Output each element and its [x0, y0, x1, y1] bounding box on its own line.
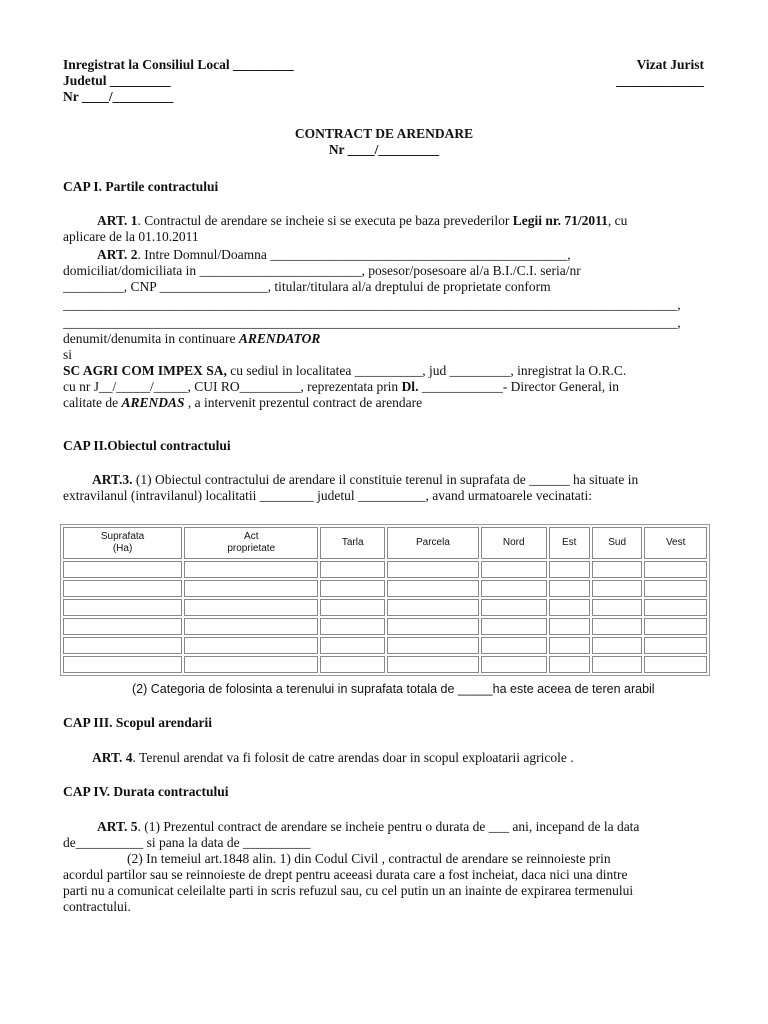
table-cell [644, 599, 707, 616]
table-cell [592, 637, 642, 654]
legal-approval-signature-line: _____________ [616, 73, 704, 88]
table-cell [184, 561, 318, 578]
art2-line5: ___________________________________________________________________________________________, [63, 315, 681, 330]
table-cell [549, 618, 590, 635]
art1-paragraph [63, 213, 707, 245]
art5-label: ART. 5 [97, 819, 138, 834]
art2-and: si [63, 347, 73, 362]
table-cell [63, 637, 182, 654]
art5-para2-line1: (2) In temeiul art.1848 alin. 1) din Codul Civil , contractul de arendare se reinnoieste prin [127, 851, 611, 866]
company-line3-a: calitate de [63, 395, 122, 410]
table-cell [320, 637, 385, 654]
table-cell [184, 618, 318, 635]
section-heading: CAP I. Partile contractului [63, 179, 219, 194]
table-cell [320, 618, 385, 635]
table-row [63, 599, 707, 616]
table-header-cell: Nord [481, 527, 547, 559]
table-row [63, 618, 707, 635]
art5-para2-line4: contractului. [63, 899, 131, 914]
table-cell [592, 580, 642, 597]
art3-line2: extravilanul (intravilanul) localitatii ________ judetul __________, avand urmatoarele vecinatati: [63, 488, 592, 503]
table-cell [549, 656, 590, 673]
table-cell [320, 599, 385, 616]
arendator-term: ARENDATOR [238, 331, 321, 346]
table-cell [387, 580, 479, 597]
table-cell [592, 561, 642, 578]
table-row [63, 637, 707, 654]
company-line2-a: cu nr J__/_____/_____, CUI RO_________, reprezentata prin [63, 379, 402, 394]
table-header-row [63, 527, 707, 559]
document-title: CONTRACT DE ARENDARE [294, 126, 474, 141]
table-cell [63, 618, 182, 635]
table-cell [549, 561, 590, 578]
table-cell [481, 618, 547, 635]
table-cell [184, 637, 318, 654]
table-header-cell: Act proprietate [184, 527, 318, 559]
registration-county-line: Judetul _________ [63, 73, 171, 88]
registration-number-line: Nr ____/_________ [63, 89, 174, 104]
table-cell [184, 580, 318, 597]
art2-line1: . Intre Domnul/Doamna ____________________________________________, [137, 247, 571, 262]
art2-line4: ___________________________________________________________________________________________, [63, 297, 681, 312]
cap2-heading [63, 438, 707, 454]
art2-label: ART. 2 [97, 247, 138, 262]
legal-approval-label: Vizat Jurist [636, 57, 704, 72]
art3-paragraph [63, 472, 707, 504]
art1-line2: aplicare de la 01.10.2011 [63, 229, 199, 244]
table-cell [549, 599, 590, 616]
art5-line2: de__________ si pana la data de __________ [63, 835, 311, 850]
table-header-cell: Parcela [387, 527, 479, 559]
art1-text-b: , cu [607, 213, 628, 228]
art1-label: ART. 1 [97, 213, 138, 228]
art1-text-a: . Contractul de arendare se incheie si se executa pe baza prevederilor [137, 213, 513, 228]
table-cell [592, 599, 642, 616]
company-dl: Dl. [401, 379, 419, 394]
cap3-heading [63, 715, 707, 731]
table-cell [644, 637, 707, 654]
company-name: SC AGRI COM IMPEX SA, [63, 363, 227, 378]
registration-block [63, 57, 294, 105]
art5-para2-line3: parti nu a comunicat celeilalte parti in scris refuzul sau, cu cel putin un an inainte de expirarea termenului [63, 883, 634, 898]
art4-text: . Terenul arendat va fi folosit de catre arendas doar in scopul exploatarii agricole . [132, 750, 574, 765]
table-row [63, 580, 707, 597]
table-cell [481, 637, 547, 654]
art4-paragraph [63, 750, 707, 766]
table-cell [387, 561, 479, 578]
table-cell [387, 599, 479, 616]
table-cell [63, 561, 182, 578]
table-cell [63, 656, 182, 673]
art5-paragraph [63, 819, 707, 915]
table-cell [63, 599, 182, 616]
section-heading: CAP II.Obiectul contractului [63, 438, 231, 453]
table-cell [644, 656, 707, 673]
art1-law: Legii nr. 71/2011 [512, 213, 608, 228]
parcels-table [60, 524, 710, 676]
parcels-table-body [63, 561, 707, 673]
table-cell [387, 656, 479, 673]
section-heading: CAP III. Scopul arendarii [63, 715, 213, 730]
table-cell [592, 656, 642, 673]
arendas-term: ARENDAS [121, 395, 185, 410]
table-row [63, 561, 707, 578]
company-line1: cu sediul in localitatea __________, jud _________, inregistrat la O.R.C. [226, 363, 627, 378]
table-header-cell: Est [549, 527, 590, 559]
art3-label: ART.3. [92, 472, 133, 487]
art3-para2: (2) Categoria de folosinta a terenului in suprafata totala de _____ha este aceea de teren arabil [132, 682, 655, 696]
art4-label: ART. 4 [92, 750, 133, 765]
cap4-heading [63, 784, 707, 800]
document-title-block [0, 126, 768, 158]
table-cell [549, 637, 590, 654]
legal-approval-block [616, 57, 704, 89]
company-line2-b: ____________- Director General, in [418, 379, 620, 394]
table-row [63, 656, 707, 673]
art5-para2-line2: acordul partilor sau se reinnoieste de drept pentru aceeasi durata care a fost incheiat, daca nici una dintre [63, 867, 628, 882]
table-cell [644, 580, 707, 597]
art5-line1: . (1) Prezentul contract de arendare se incheie pentru o durata de ___ ani, incepand de la data [137, 819, 640, 834]
art2-line6: denumit/denumita in continuare [63, 331, 239, 346]
table-cell [481, 656, 547, 673]
art2-paragraph [63, 247, 707, 411]
table-cell [481, 580, 547, 597]
table-cell [387, 618, 479, 635]
table-cell [63, 580, 182, 597]
table-cell [320, 580, 385, 597]
table-cell [592, 618, 642, 635]
company-line3-b: , a intervenit prezentul contract de arendare [184, 395, 423, 410]
table-cell [644, 618, 707, 635]
document-number: Nr ____/_________ [328, 142, 440, 157]
table-header-cell: Vest [644, 527, 707, 559]
table-header-cell: Suprafata (Ha) [63, 527, 182, 559]
table-cell [320, 656, 385, 673]
section-heading: CAP IV. Durata contractului [63, 784, 229, 799]
art2-line3: _________, CNP ________________, titular/titulara al/a dreptului de proprietate conform [63, 279, 551, 294]
table-header-cell: Tarla [320, 527, 385, 559]
table-cell [481, 599, 547, 616]
table-header-cell: Sud [592, 527, 642, 559]
table-cell [184, 656, 318, 673]
registration-council-line: Inregistrat la Consiliul Local _________ [63, 57, 294, 72]
table-cell [387, 637, 479, 654]
art2-line2: domiciliat/domiciliata in ________________________, posesor/posesoare al/a B.I./C.I. seria/nr [63, 263, 581, 278]
art3-line1: (1) Obiectul contractului de arendare il constituie terenul in suprafata de ______ ha situate in [132, 472, 639, 487]
table-cell [320, 561, 385, 578]
table-cell [481, 561, 547, 578]
table-cell [184, 599, 318, 616]
table-cell [644, 561, 707, 578]
cap1-heading [63, 179, 707, 195]
table-cell [549, 580, 590, 597]
